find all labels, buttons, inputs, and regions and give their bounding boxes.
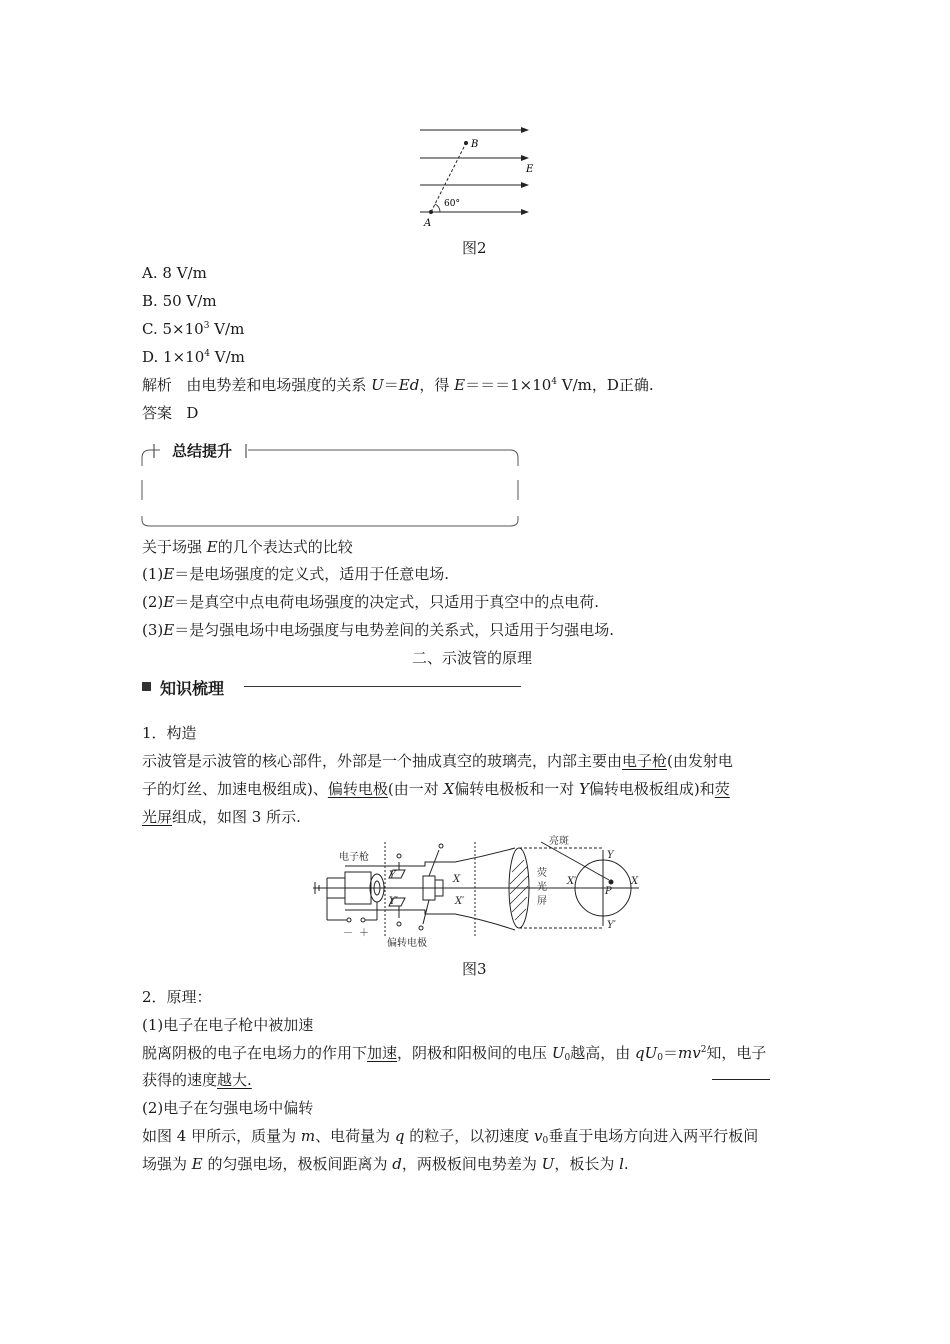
label-y-right: Y bbox=[607, 850, 614, 861]
label-deflect: 偏转电极 bbox=[387, 938, 427, 949]
label-e: E bbox=[526, 164, 534, 175]
construct-text: 子的灯丝、加速电极组成)、偏转电极(由一对 X偏转电极板和一对 Y偏转电极板组成)和荧 bbox=[142, 780, 730, 798]
comparison-item: (3)E＝是匀强电场中电场强度与电势差间的关系式，只适用于匀强电场. bbox=[142, 621, 614, 639]
label-x: X bbox=[453, 874, 461, 885]
label-minus: － bbox=[343, 928, 353, 939]
option-text: 50 V/m bbox=[162, 292, 217, 310]
header-rule bbox=[244, 686, 521, 687]
angle-label: 60° bbox=[444, 199, 460, 209]
figure-2 bbox=[410, 122, 560, 232]
blank-line bbox=[712, 1079, 770, 1080]
label-p: P bbox=[605, 886, 612, 897]
option-letter: D. bbox=[142, 348, 159, 366]
header-square-icon bbox=[142, 682, 151, 691]
construct-heading: 1．构造 bbox=[142, 724, 197, 742]
label-bright: 亮斑 bbox=[549, 836, 569, 847]
option-letter: A. bbox=[142, 264, 158, 282]
principle-sub1: (1)电子在电子枪中被加速 bbox=[142, 1016, 314, 1034]
principle-text: 脱离阴极的电子在电场力的作用下加速，阴极和阳极间的电压 $U_0$越高，由 $qU_0=mv^2$知，电子 bbox=[142, 1044, 767, 1063]
label-b: B bbox=[471, 139, 479, 150]
label-plus: ＋ bbox=[359, 928, 369, 939]
option-c: C. $5\times 10^3$ V/m bbox=[142, 320, 245, 338]
label-gun: 电子枪 bbox=[339, 852, 369, 863]
option-letter: B. bbox=[142, 292, 158, 310]
label-x-right: X bbox=[631, 876, 639, 887]
comparison-intro: 关于场强 E的几个表达式的比较 bbox=[142, 538, 353, 556]
option-text: 8 V/m bbox=[162, 264, 207, 282]
knowledge-header: 知识梳理 bbox=[160, 679, 225, 698]
label-screen: 荧 bbox=[537, 868, 547, 879]
answer bbox=[142, 403, 198, 423]
label-xp-right: X′ bbox=[567, 876, 577, 887]
summary-title: 总结提升 bbox=[172, 442, 233, 460]
section-title: 二、示波管的原理 bbox=[412, 649, 533, 667]
answer-label: 答案 bbox=[142, 404, 173, 422]
option-a bbox=[142, 263, 207, 283]
figure-3 bbox=[305, 832, 650, 950]
option-b bbox=[142, 291, 217, 311]
label-yp: Y′ bbox=[389, 896, 398, 907]
option-letter: C. bbox=[142, 320, 158, 338]
point-a bbox=[429, 210, 433, 214]
comparison-item: (2)E＝是真空中点电荷电场强度的决定式，只适用于真空中的点电荷. bbox=[142, 593, 599, 611]
angle-arc bbox=[435, 204, 440, 212]
option-d: D. $1\times 10^4$ V/m bbox=[142, 348, 245, 366]
figure-2-caption: 图2 bbox=[462, 239, 487, 257]
principle-text: 获得的速度越大. bbox=[142, 1071, 252, 1089]
principle-sub2: (2)电子在匀强电场中偏转 bbox=[142, 1099, 314, 1117]
principle-text: 如图 4 甲所示，质量为 m、电荷量为 q 的粒子，以初速度 $v_0$垂直于电场方向进入两平行板间 bbox=[142, 1127, 759, 1146]
figure-3-caption: 图3 bbox=[462, 960, 487, 978]
comparison-item: (1)E＝是电场强度的定义式，适用于任意电场. bbox=[142, 565, 449, 583]
analysis: 解析 由电势差和电场强度的关系 U＝Ed，得 $E===1\times 10^4$ V/m，D正确. bbox=[142, 376, 654, 394]
construct-text: 光屏组成，如图 3 所示. bbox=[142, 808, 301, 826]
label-screen: 屏 bbox=[537, 896, 547, 907]
point-b bbox=[464, 141, 468, 145]
label-y: Y bbox=[389, 870, 396, 881]
analysis-label: 解析 bbox=[142, 376, 173, 394]
label-xp: X′ bbox=[455, 896, 465, 907]
principle-heading: 2．原理： bbox=[142, 988, 212, 1006]
answer-value: D bbox=[186, 404, 199, 422]
principle-text: 场强为 E 的匀强电场，极板间距离为 d，两极板间电势差为 U，板长为 l. bbox=[142, 1155, 629, 1173]
construct-text: 示波管是示波管的核心部件，外部是一个抽成真空的玻璃壳，内部主要由电子枪(由发射电 bbox=[142, 752, 733, 770]
label-screen: 光 bbox=[537, 882, 547, 893]
label-yp-right: Y′ bbox=[607, 920, 616, 931]
label-a: A bbox=[424, 218, 432, 229]
